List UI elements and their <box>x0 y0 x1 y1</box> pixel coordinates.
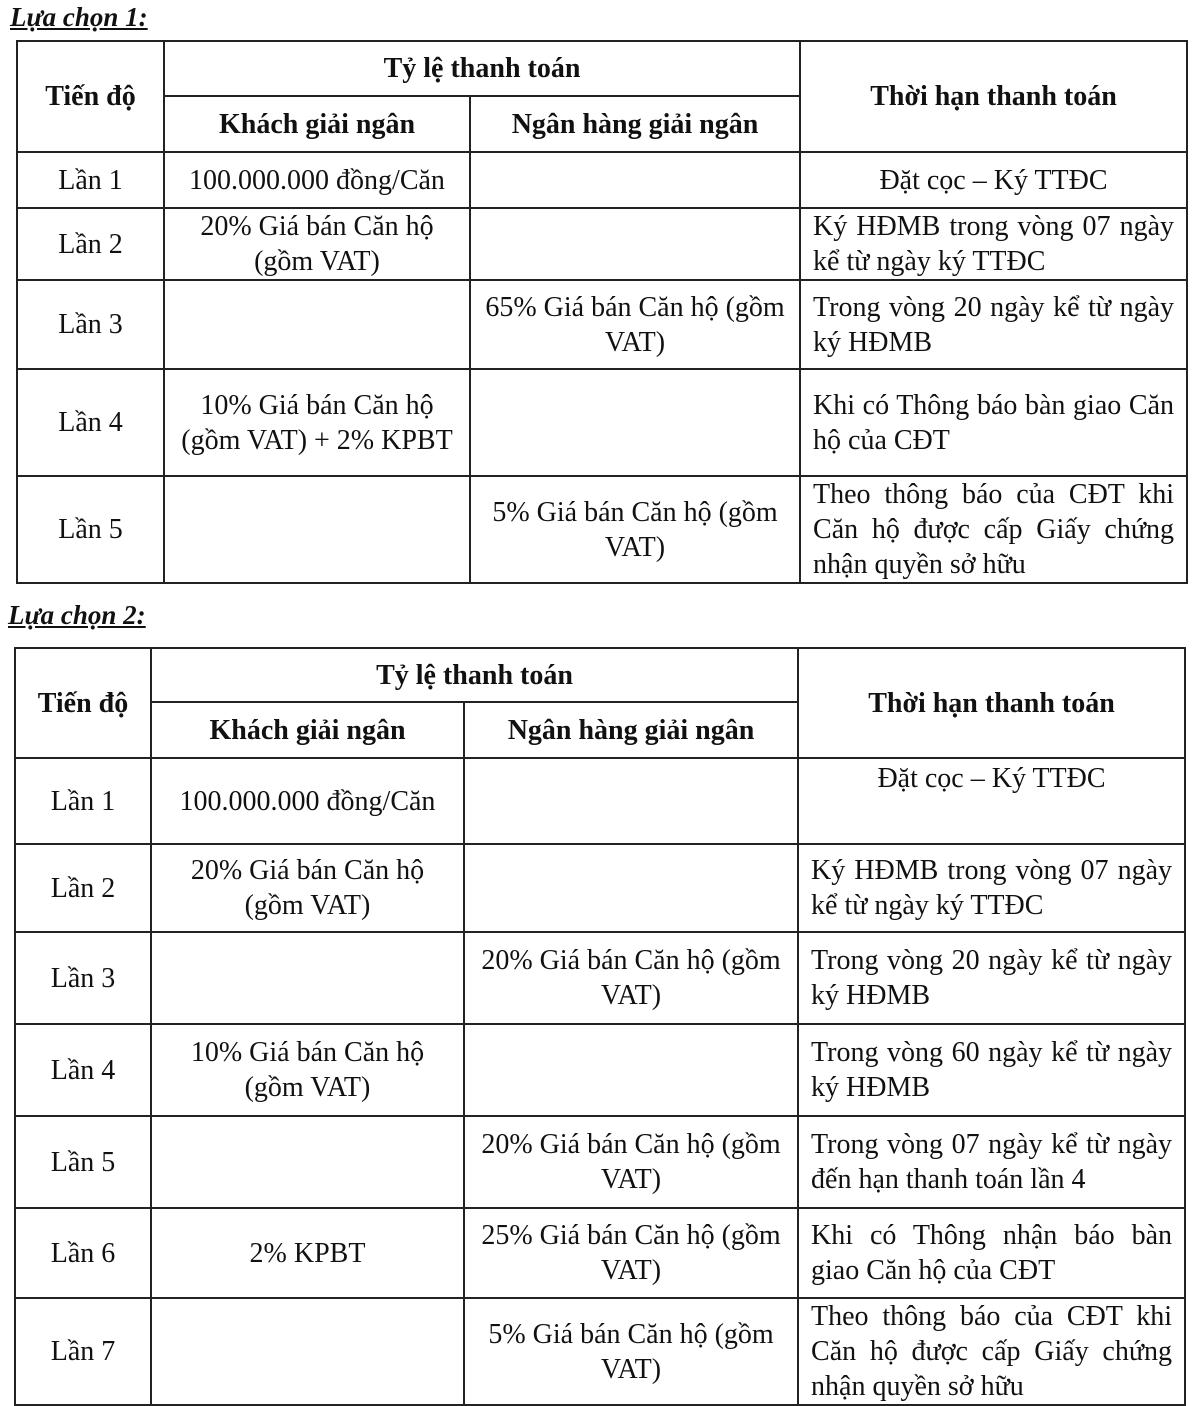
table-row <box>15 758 1185 844</box>
header-rate-group: Tỷ lệ thanh toán <box>164 41 800 96</box>
deadline-cell: Ký HĐMB trong vòng 07 ngày kể từ ngày ký TTĐC <box>800 208 1187 280</box>
stage-cell: Lần 3 <box>17 280 164 369</box>
customer-cell: 10% Giá bán Căn hộ (gồm VAT) <box>151 1024 464 1116</box>
bank-cell <box>464 758 798 844</box>
bank-cell <box>464 1024 798 1116</box>
customer-cell <box>164 476 470 583</box>
customer-cell: 100.000.000 đồng/Căn <box>164 152 470 208</box>
deadline-cell: Đặt cọc – Ký TTĐC <box>798 758 1185 844</box>
stage-cell: Lần 4 <box>15 1024 151 1116</box>
deadline-cell: Theo thông báo của CĐT khi Căn hộ được cấp Giấy chứng nhận quyền sở hữu <box>798 1298 1185 1405</box>
bank-cell: 20% Giá bán Căn hộ (gồm VAT) <box>464 932 798 1024</box>
header-progress: Tiến độ <box>17 41 164 152</box>
customer-cell <box>151 932 464 1024</box>
header-rate-group: Tỷ lệ thanh toán <box>151 648 798 702</box>
table-row <box>17 152 1187 208</box>
stage-cell: Lần 5 <box>15 1116 151 1208</box>
table-row <box>15 1208 1185 1298</box>
customer-cell <box>151 1298 464 1405</box>
deadline-cell: Khi có Thông báo bàn giao Căn hộ của CĐT <box>800 369 1187 476</box>
option2-title: Lựa chọn 2: <box>8 600 146 630</box>
deadline-cell: Trong vòng 60 ngày kể từ ngày ký HĐMB <box>798 1024 1185 1116</box>
table-row <box>17 280 1187 369</box>
header-bank: Ngân hàng giải ngân <box>470 96 800 152</box>
deadline-cell: Trong vòng 20 ngày kể từ ngày ký HĐMB <box>798 932 1185 1024</box>
option2-payment-table <box>14 647 1186 1406</box>
table-row <box>15 1116 1185 1208</box>
customer-cell: 20% Giá bán Căn hộ (gồm VAT) <box>151 844 464 932</box>
customer-cell <box>151 1116 464 1208</box>
stage-cell: Lần 1 <box>15 758 151 844</box>
bank-cell: 20% Giá bán Căn hộ (gồm VAT) <box>464 1116 798 1208</box>
bank-cell <box>464 844 798 932</box>
table-row <box>17 208 1187 280</box>
header-bank: Ngân hàng giải ngân <box>464 702 798 758</box>
bank-cell: 25% Giá bán Căn hộ (gồm VAT) <box>464 1208 798 1298</box>
stage-cell: Lần 2 <box>17 208 164 280</box>
stage-cell: Lần 3 <box>15 932 151 1024</box>
table-row <box>15 1024 1185 1116</box>
header-customer: Khách giải ngân <box>164 96 470 152</box>
stage-cell: Lần 4 <box>17 369 164 476</box>
stage-cell: Lần 2 <box>15 844 151 932</box>
table-row <box>15 932 1185 1024</box>
deadline-cell: Theo thông báo của CĐT khi Căn hộ được cấp Giấy chứng nhận quyền sở hữu <box>800 476 1187 583</box>
table-row <box>15 1298 1185 1405</box>
header-row <box>15 648 1185 702</box>
bank-cell: 65% Giá bán Căn hộ (gồm VAT) <box>470 280 800 369</box>
header-deadline: Thời hạn thanh toán <box>800 41 1187 152</box>
option1-payment-table <box>16 40 1188 584</box>
deadline-cell: Đặt cọc – Ký TTĐC <box>800 152 1187 208</box>
deadline-cell: Khi có Thông nhận báo bàn giao Căn hộ của CĐT <box>798 1208 1185 1298</box>
table-row <box>15 844 1185 932</box>
table-row <box>17 369 1187 476</box>
bank-cell: 5% Giá bán Căn hộ (gồm VAT) <box>470 476 800 583</box>
deadline-cell: Trong vòng 07 ngày kể từ ngày đến hạn thanh toán lần 4 <box>798 1116 1185 1208</box>
stage-cell: Lần 6 <box>15 1208 151 1298</box>
bank-cell <box>470 208 800 280</box>
deadline-cell: Trong vòng 20 ngày kể từ ngày ký HĐMB <box>800 280 1187 369</box>
option1-title: Lựa chọn 1: <box>10 2 148 32</box>
bank-cell <box>470 152 800 208</box>
bank-cell: 5% Giá bán Căn hộ (gồm VAT) <box>464 1298 798 1405</box>
header-deadline: Thời hạn thanh toán <box>798 648 1185 758</box>
header-customer: Khách giải ngân <box>151 702 464 758</box>
customer-cell: 20% Giá bán Căn hộ (gồm VAT) <box>164 208 470 280</box>
header-row <box>17 41 1187 96</box>
table-row <box>17 476 1187 583</box>
stage-cell: Lần 7 <box>15 1298 151 1405</box>
stage-cell: Lần 5 <box>17 476 164 583</box>
header-progress: Tiến độ <box>15 648 151 758</box>
deadline-cell: Ký HĐMB trong vòng 07 ngày kể từ ngày ký TTĐC <box>798 844 1185 932</box>
customer-cell: 2% KPBT <box>151 1208 464 1298</box>
customer-cell: 10% Giá bán Căn hộ (gồm VAT) + 2% KPBT <box>164 369 470 476</box>
customer-cell <box>164 280 470 369</box>
customer-cell: 100.000.000 đồng/Căn <box>151 758 464 844</box>
stage-cell: Lần 1 <box>17 152 164 208</box>
bank-cell <box>470 369 800 476</box>
